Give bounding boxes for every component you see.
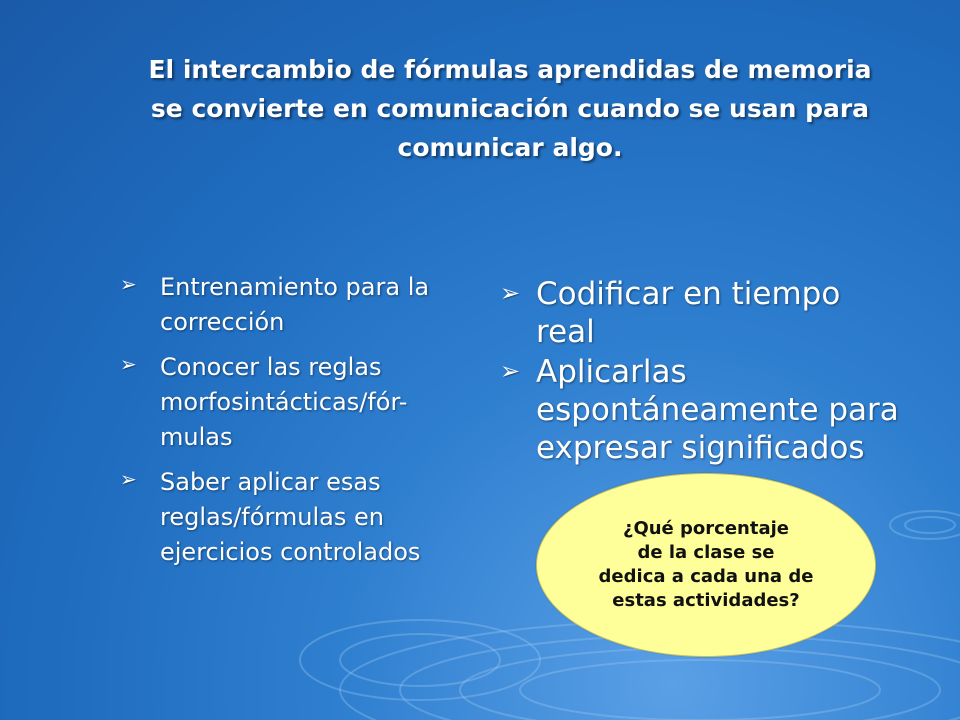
- list-item: [500, 275, 900, 351]
- arrow-bullet-icon: ➢: [120, 352, 137, 376]
- list-item-label: Aplicarlas espontáneamente para expresar significados: [536, 354, 899, 466]
- arrow-bullet-icon: ➢: [500, 357, 521, 385]
- list-item-label: Entrenamiento para la corrección: [160, 273, 430, 336]
- list-item: [500, 353, 900, 467]
- list-item: [120, 270, 460, 340]
- list-item-label: Saber aplicar esas reglas/fórmulas en ejercicios controlados: [160, 468, 421, 566]
- list-item-label: Codificar en tiempo real: [536, 276, 841, 350]
- arrow-bullet-icon: ➢: [500, 279, 521, 307]
- list-item: [120, 350, 460, 455]
- question-bubble: [536, 473, 876, 657]
- right-bullet-list: [500, 275, 900, 469]
- question-text: ¿Qué porcentaje de la clase se dedica a cada una de estas actividades?: [598, 518, 814, 611]
- arrow-bullet-icon: ➢: [120, 272, 137, 296]
- arrow-bullet-icon: ➢: [120, 467, 137, 491]
- list-item-label: Conocer las reglas morfosintácticas/fór-mulas: [160, 353, 408, 451]
- list-item: [120, 465, 460, 570]
- slide-title: El intercambio de fórmulas aprendidas de memoria se convierte en comunicación cuando se usan para comunicar algo.: [148, 55, 872, 162]
- left-bullet-list: [120, 270, 460, 580]
